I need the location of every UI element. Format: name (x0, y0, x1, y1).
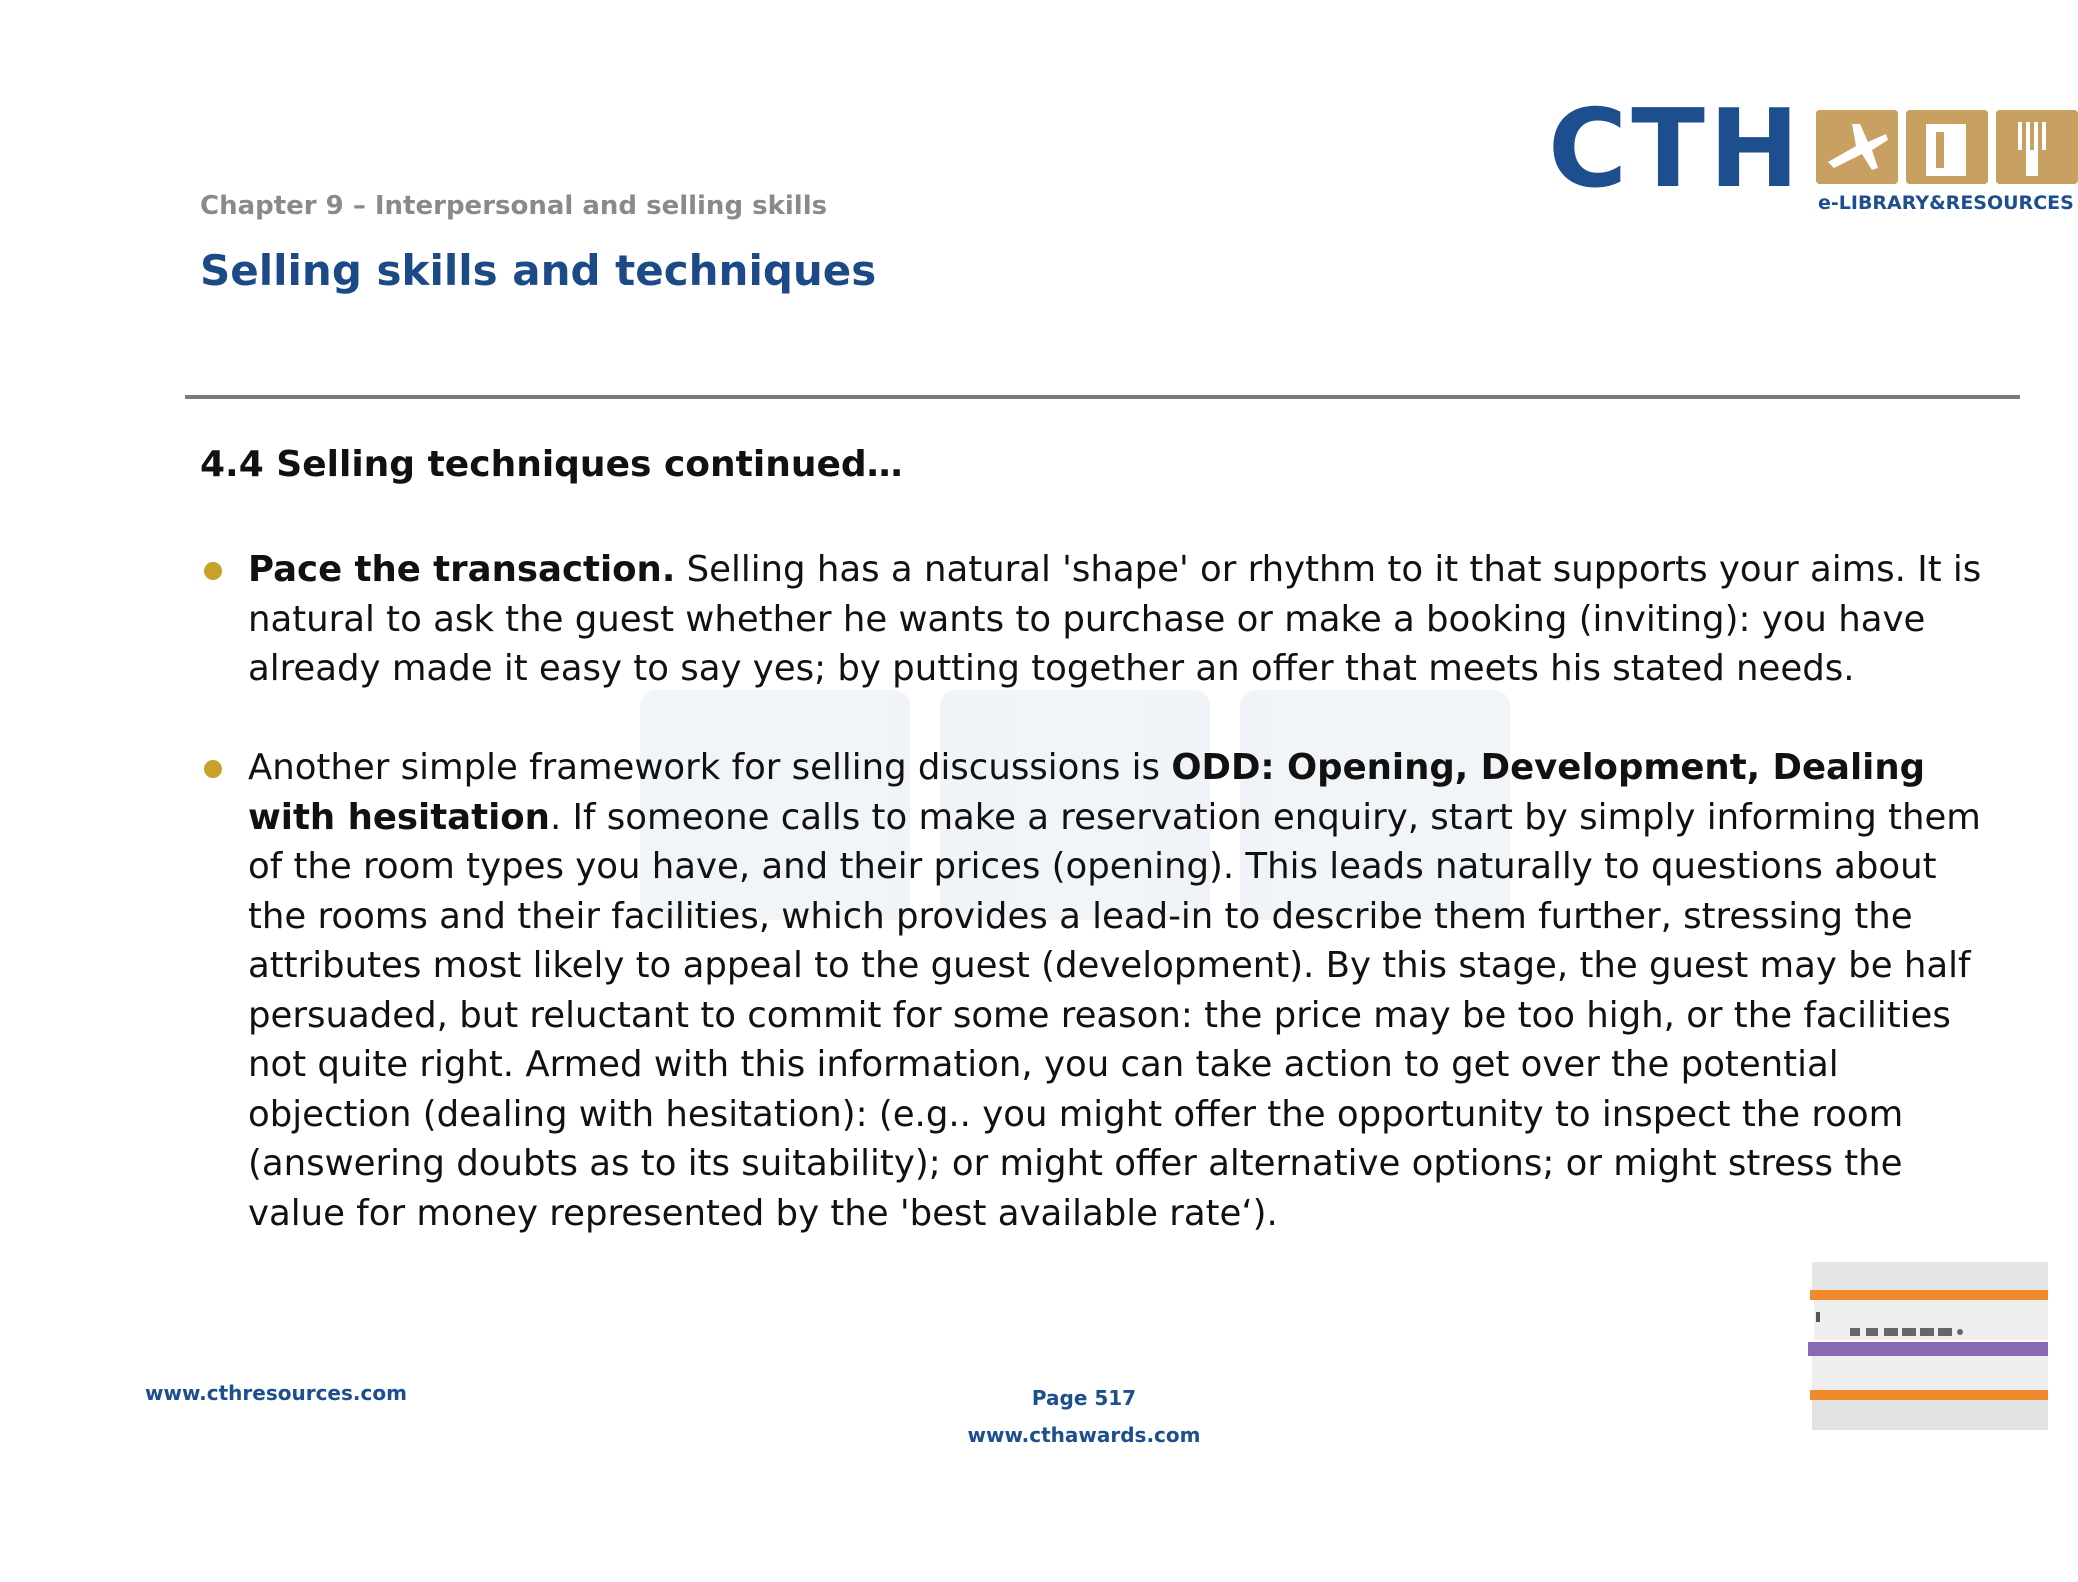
page-number: Page 517 (1031, 1386, 1137, 1410)
footer-resources-link[interactable]: www.cthresources.com (145, 1381, 407, 1405)
bullet-lead: Pace the transaction. (248, 549, 676, 590)
page-title: Selling skills and techniques (200, 246, 877, 295)
bullet-dot-icon (204, 760, 222, 778)
bullet-body: Selling has a natural 'shape' or rhythm to it that supports your aims. It is natural to ask the guest whether he wants to purchase or make a booking (inviting): you have already made it easy to say yes; by putting together an offer that meets his stated needs. (248, 549, 1982, 689)
chapter-label: Chapter 9 – Interpersonal and selling skills (200, 191, 828, 221)
book-stack-image (1802, 1262, 2048, 1432)
logo-wordmark: CTH (1548, 87, 1804, 212)
bullet-framework-name: ODD: Opening, Development, Dealing with hesitation (248, 747, 1926, 838)
bullet-text (248, 743, 2000, 1238)
cth-logo (1548, 87, 2074, 220)
footer-site-link[interactable]: www.cthawards.com (967, 1423, 1201, 1447)
bullet-text (248, 545, 2000, 694)
section-heading: 4.4 Selling techniques continued… (200, 444, 903, 485)
building-icon (1906, 110, 1988, 184)
bullet-intro: Another simple framework for selling discussions is (248, 747, 1172, 788)
bullet-body: . If someone calls to make a reservation enquiry, start by simply informing them of the room types you have, and their prices (opening). This leads naturally to questions about the rooms and their facilities, which provides a lead-in to describe them further, stressing the attributes most likely to appeal to the guest (development). By this stage, the guest may be half persuaded, but reluctant to commit for some reason: the price may be too high, or the facilities not quite right. Armed with this information, you can take action to get over the potential objection (dealing with hesitation): (e.g.. you might offer the opportunity to inspect the room (answering doubts as to its suitability); or might offer alternative options; or might stress the value for money represented by the 'best available rate‘). (248, 796, 1981, 1234)
logo-tiles (1816, 110, 2078, 184)
airplane-icon (1816, 110, 1898, 184)
header-divider (185, 395, 2020, 399)
cutlery-icon (1996, 110, 2078, 184)
bullet-dot-icon (204, 562, 222, 580)
logo-tagline: e-LIBRARY&RESOURCES (1818, 192, 2074, 214)
